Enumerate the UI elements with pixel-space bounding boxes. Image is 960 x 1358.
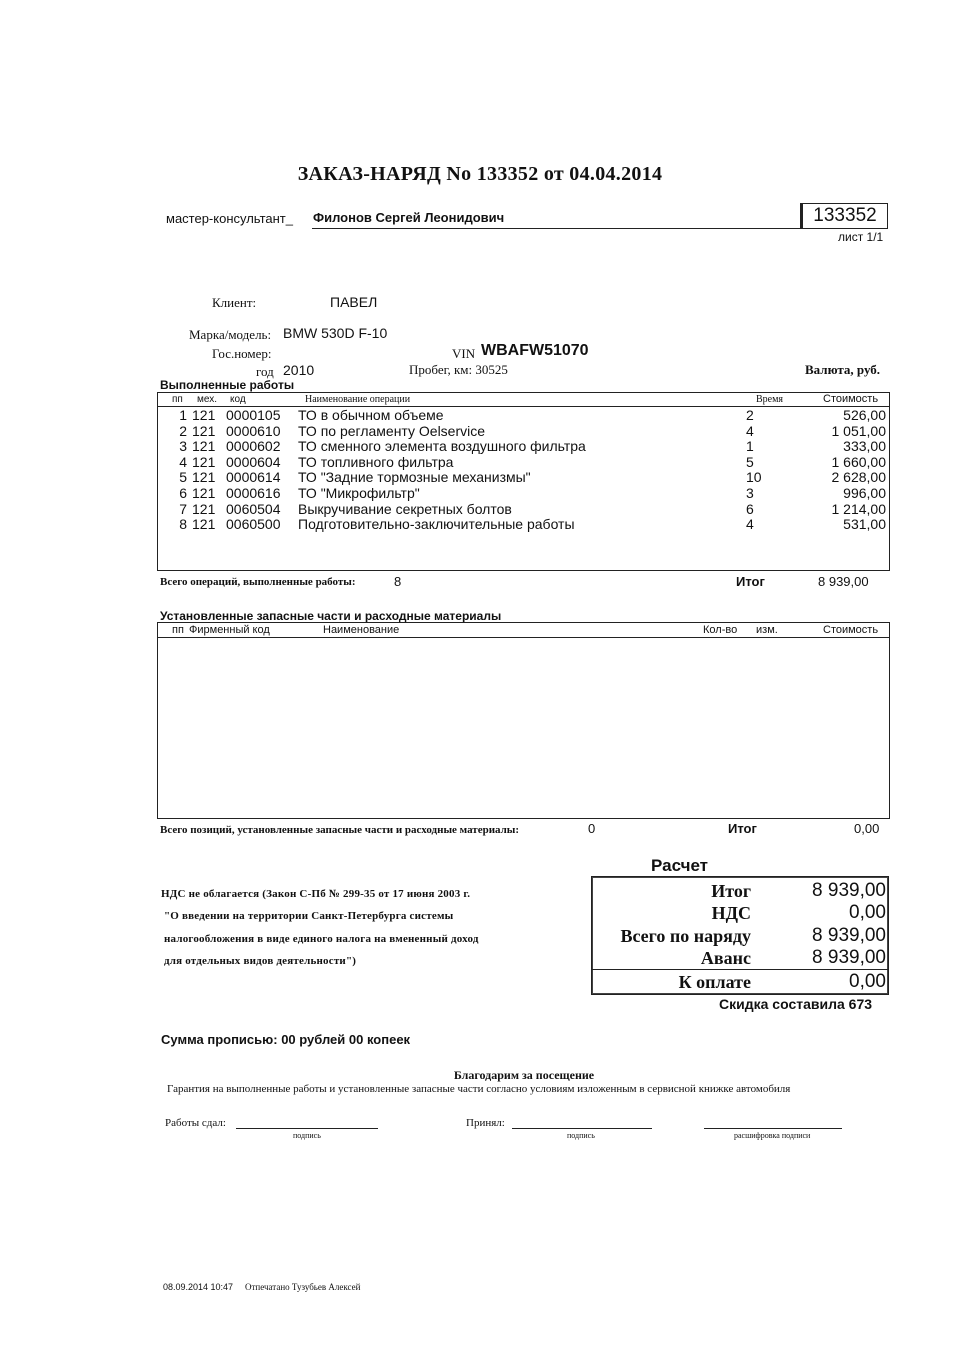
row-cost: 2 628,00 [831,469,886,486]
row-cost: 1 660,00 [831,453,886,470]
thanks-text: Благодарим за посещение [453,1068,595,1082]
works-bottom-rule [157,570,890,571]
parts-col-pp: пп [172,624,184,636]
parts-section-title: Установленные запасные части и расходные материалы [160,609,502,623]
row-pp: 6 [179,484,187,501]
year-label: год [256,364,274,379]
parts-right-border [889,622,890,818]
row-code: 0000602 [226,438,281,455]
parts-col-name: Наименование [323,624,400,636]
printed-time: 08.09.2014 10:47 [163,1282,234,1292]
model-value: BMW 530D F-10 [283,325,388,341]
order-number-box: 133352 [802,203,888,229]
table-row [157,439,890,455]
works-col-pp: пп [172,394,183,405]
calc-value: 0,00 [849,971,886,992]
nds-note-line-3: налогообложения в виде единого налога на вмененный доход [164,933,479,945]
table-row [157,470,890,486]
row-code: 0060504 [226,500,281,517]
parts-total-label: Всего позиций, установленные запасные части и расходные материалы: [160,824,520,836]
row-name: Выкручивание секретных болтов [298,500,512,517]
table-row [157,455,890,471]
calc-row-nds [592,902,888,924]
row-pp: 3 [179,438,187,455]
row-code: 0000610 [226,422,281,439]
works-section-title: Выполненные работы [160,378,295,392]
calc-box [591,876,889,995]
row-cost: 526,00 [843,407,886,423]
parts-top-rule [157,622,890,623]
accepted-sign-caption: подпись [567,1131,595,1140]
calc-label: К оплате [678,972,751,992]
handed-over-label: Работы сдал: [165,1117,226,1129]
calc-value: 0,00 [849,902,886,923]
row-mex: 121 [192,516,216,533]
consultant-name: Филонов Сергей Леонидович [313,210,505,225]
parts-itog-label: Итог [728,821,757,836]
accepted-signature-line [512,1128,652,1129]
vin-label: VIN [452,346,476,361]
parts-col-qty: Кол-во [703,624,738,636]
works-top-rule [157,392,890,393]
calc-row-itog [592,880,888,902]
row-cost: 531,00 [843,516,886,533]
row-mex: 121 [192,469,216,486]
row-time: 4 [746,422,754,439]
row-name: ТО в обычном объеме [298,407,444,423]
works-itog-value: 8 939,00 [818,574,869,589]
row-code: 0060500 [226,516,281,533]
vin-value: WBAFW51070 [481,342,589,359]
row-name: ТО сменного элемента воздушного фильтра [298,438,586,455]
row-name: Подготовительно-заключительные работы [298,516,575,533]
calc-value: 8 939,00 [812,880,886,901]
table-row [157,517,890,533]
calc-value: 8 939,00 [812,947,886,968]
row-time: 5 [746,453,754,470]
decode-caption: расшифровка подписи [734,1131,811,1140]
table-row [157,408,890,424]
calc-title: Расчет [651,856,709,875]
parts-col-code: Фирменный код [189,624,270,636]
row-name: ТО "Микрофильтр" [298,484,420,501]
consultant-label: мастер-консультант_ [166,211,293,226]
consultant-underline [312,228,800,229]
parts-header-rule [157,637,890,638]
row-code: 0000614 [226,469,281,486]
row-pp: 5 [179,469,187,486]
row-cost: 333,00 [843,438,886,455]
table-row [157,486,890,502]
works-col-code: код [230,394,246,405]
parts-bottom-rule [157,818,890,819]
row-name: ТО по регламенту Oelservice [298,422,486,439]
calc-row-advance [592,947,888,969]
plate-label: Гос.номер: [212,346,272,361]
mileage: Пробег, км: 30525 [409,362,508,377]
works-itog-label: Итог [736,574,765,589]
works-table [157,408,890,533]
row-pp: 7 [179,500,187,517]
calc-label: Аванс [700,948,751,968]
table-row [157,502,890,518]
row-mex: 121 [192,500,216,517]
row-pp: 8 [179,516,187,533]
works-col-time: Время [756,394,784,405]
row-time: 10 [746,469,762,486]
parts-total-count: 0 [588,821,596,836]
currency: Валюта, руб. [805,362,881,377]
works-col-mex: мех. [197,394,217,405]
row-code: 0000616 [226,484,281,501]
row-mex: 121 [192,438,216,455]
works-col-name: Наименование операции [305,394,411,405]
row-time: 2 [746,407,754,423]
calc-label: Итог [711,881,751,901]
works-total-label: Всего операций, выполненные работы: [160,576,356,588]
printed-by: Отпечатано Тузубьев Алексей [245,1282,361,1292]
row-pp: 1 [179,407,187,423]
row-mex: 121 [192,453,216,470]
row-cost: 1 051,00 [831,422,886,439]
client-label: Клиент: [212,295,257,310]
row-cost: 1 214,00 [831,500,886,517]
decode-signature-line [704,1128,842,1129]
row-mex: 121 [192,407,216,423]
row-name: ТО топливного фильтра [298,453,454,470]
calc-value: 8 939,00 [812,925,886,946]
accepted-label: Принял: [466,1117,505,1129]
handed-over-sign-caption: подпись [293,1131,321,1140]
row-pp: 4 [179,453,187,470]
row-mex: 121 [192,422,216,439]
calc-label: Всего по наряду [620,926,751,946]
row-mex: 121 [192,484,216,501]
row-time: 4 [746,516,754,533]
nds-note-line-2: "О введении на территории Санкт-Петербурга системы [164,910,454,922]
row-pp: 2 [179,422,187,439]
calc-row-total [592,925,888,947]
parts-col-cost: Стоимость [823,624,879,636]
nds-note-line-1: НДС не облагается (Закон С-Пб № 299-35 от 17 июня 2003 г. [161,888,471,900]
works-col-cost: Стоимость [823,393,879,405]
client-value: ПАВЕЛ [330,294,378,310]
warranty-text: Гарантия на выполненные работы и установленные запасные части согласно условиям изложенным в сервисной книжке автомобиля [167,1083,791,1095]
calc-row-to-pay [592,971,888,993]
parts-itog-value: 0,00 [854,821,880,836]
calc-label: НДС [711,903,751,923]
row-code: 0000105 [226,407,281,423]
table-row [157,424,890,440]
row-time: 6 [746,500,754,517]
discount-text: Скидка составила 673 [719,996,873,1012]
year-value: 2010 [283,362,315,378]
row-name: ТО "Задние тормозные механизмы" [298,469,531,486]
parts-left-border [157,622,158,818]
page-title: ЗАКАЗ-НАРЯД No 133352 от 04.04.2014 [297,163,663,185]
row-time: 1 [746,438,754,455]
row-code: 0000604 [226,453,281,470]
nds-note-line-4: для отдельных видов деятельности") [164,955,357,967]
works-total-count: 8 [394,574,402,589]
handed-over-signature-line [236,1128,378,1129]
parts-col-unit: изм. [756,624,778,636]
sum-in-words: Сумма прописью: 00 рублей 00 копеек [161,1032,411,1047]
row-cost: 996,00 [843,484,886,501]
calc-divider [592,969,888,970]
model-label: Марка/модель: [189,327,272,342]
sheet-number: лист 1/1 [838,230,884,244]
row-time: 3 [746,484,754,501]
